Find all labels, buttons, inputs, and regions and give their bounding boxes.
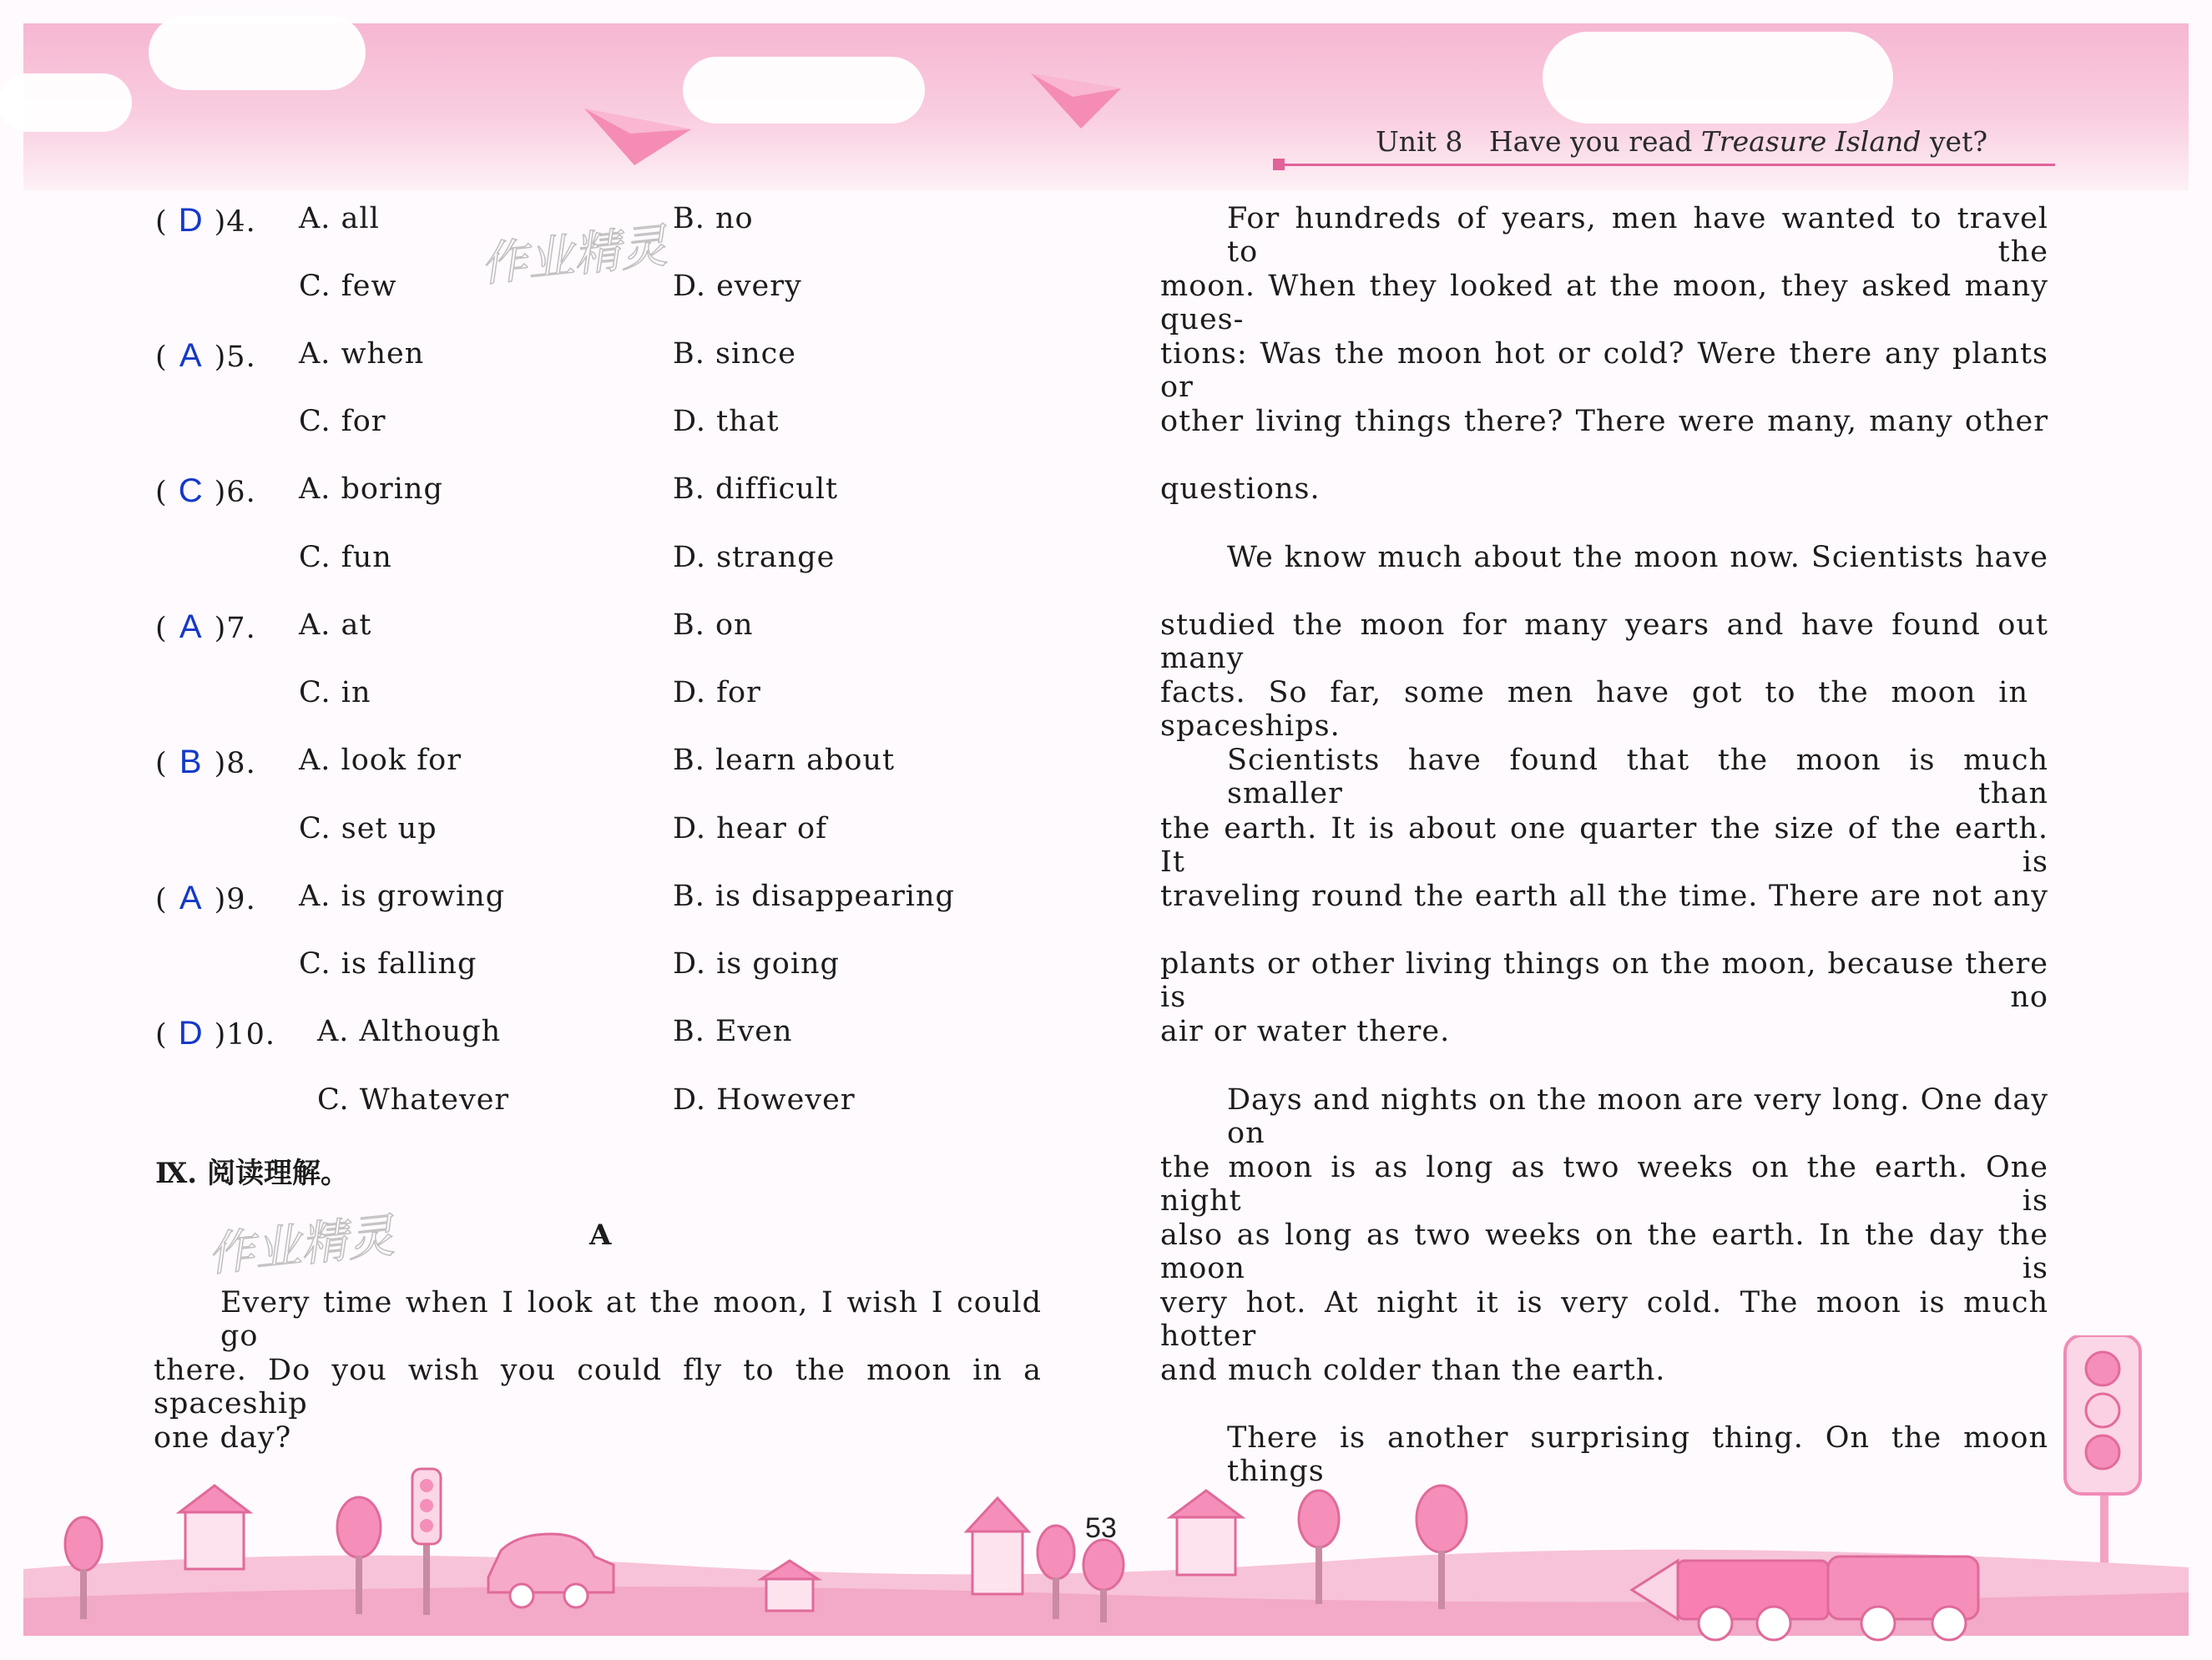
passage-line: We know much about the moon now. Scientists have (1227, 541, 2048, 574)
question-number: )6. (214, 476, 256, 509)
option-b: B. learn about (673, 744, 896, 777)
question-10: ( D )10. (155, 1015, 275, 1052)
cloud-decoration (1543, 32, 1893, 124)
option-d: D. for (673, 676, 761, 709)
option-b: B. difficult (673, 472, 839, 506)
option-c: C. is falling (299, 947, 477, 981)
passage-line: studied the moon for many years and have found out many (1160, 608, 2048, 675)
answer-mark: D (178, 202, 204, 239)
question-4: ( D )4. (155, 202, 256, 239)
option-a: A. all (299, 202, 380, 235)
passage-line: air or water there. (1160, 1015, 1451, 1048)
question-6: ( C )6. (155, 472, 256, 509)
passage-letter: A (589, 1219, 612, 1252)
passage-line: the earth. It is about one quarter the size of the earth. It is (1160, 812, 2048, 879)
option-d: D. hear of (673, 812, 828, 845)
section-heading: Ⅸ. 阅读理解。 (155, 1157, 349, 1190)
paper-plane-icon (1031, 72, 1123, 130)
option-b: B. Even (673, 1015, 793, 1048)
passage-line: the moon is as long as two weeks on the earth. One night is (1160, 1151, 2048, 1218)
question-8: ( B )8. (155, 744, 256, 780)
passage-line: and much colder than the earth. (1160, 1354, 1666, 1387)
question-number: )9. (214, 883, 256, 916)
paper-plane-icon (584, 100, 693, 167)
passage-line: moon. When they looked at the moon, they asked many ques- (1160, 270, 2048, 336)
question-number: )5. (214, 341, 256, 374)
passage-line: one day? (154, 1421, 292, 1455)
unit-title-suffix: yet? (1929, 125, 1988, 158)
question-7: ( A )7. (155, 608, 256, 645)
passage-line: There is another surprising thing. On the moon things (1227, 1421, 2048, 1488)
option-a: A. when (299, 337, 425, 371)
passage-line: there. Do you wish you could fly to the moon in a spaceship (154, 1354, 1042, 1420)
option-d: D. every (673, 270, 802, 303)
unit-title-italic: Treasure Island (1700, 125, 1922, 158)
answer-mark: A (179, 880, 203, 916)
passage-line: Days and nights on the moon are very long. One day on (1227, 1083, 2048, 1150)
cloud-decoration (0, 73, 132, 132)
answer-mark: A (179, 608, 203, 645)
option-c: C. Whatever (317, 1083, 510, 1117)
answer-mark: A (179, 337, 203, 374)
answer-mark: C (178, 472, 204, 509)
watermark: 作业精灵 (205, 1208, 397, 1283)
passage-line: other living things there? There were many, many other (1160, 405, 2048, 438)
cloud-decoration (683, 57, 925, 124)
running-header (1376, 125, 1987, 158)
option-b: B. no (673, 202, 754, 235)
question-number: )7. (214, 612, 256, 645)
option-d: D. However (673, 1083, 856, 1117)
question-9: ( A )9. (155, 880, 256, 916)
option-a: A. Although (317, 1015, 502, 1048)
question-number: )8. (214, 747, 256, 780)
option-d: D. that (673, 405, 780, 438)
passage-line: tions: Was the moon hot or cold? Were there any plants or (1160, 337, 2048, 404)
option-c: C. few (299, 270, 397, 303)
option-a: A. boring (299, 472, 443, 506)
watermark: 作业精灵 (477, 219, 670, 293)
passage-line: questions. (1160, 472, 1321, 506)
option-c: C. in (299, 676, 371, 709)
passage-line: traveling round the earth all the time. There are not any (1160, 880, 2048, 913)
page-number: 53 (1085, 1512, 1117, 1544)
option-c: C. set up (299, 812, 437, 845)
passage-line: Scientists have found that the moon is much smaller than (1227, 744, 2048, 810)
unit-title-prefix: Have you read (1488, 125, 1693, 158)
passage-line: Every time when I look at the moon, I wish I could go (220, 1286, 1042, 1353)
bottom-scene-illustration (0, 1452, 2212, 1660)
passage-line: also as long as two weeks on the earth. In the day the moon is (1160, 1219, 2048, 1285)
header-rule (1277, 164, 2055, 166)
question-number: )4. (214, 205, 256, 239)
option-b: B. since (673, 337, 796, 371)
passage-line: For hundreds of years, men have wanted to travel to the (1227, 202, 2048, 269)
option-a: A. at (299, 608, 372, 642)
passage-line: plants or other living things on the moon, because there is no (1160, 947, 2048, 1014)
option-d: D. strange (673, 541, 836, 574)
option-c: C. for (299, 405, 386, 438)
option-c: C. fun (299, 541, 392, 574)
unit-label: Unit 8 (1376, 125, 1463, 158)
cloud-decoration (149, 15, 366, 90)
passage-line: facts. So far, some men have got to the moon in spaceships. (1160, 676, 2028, 743)
answer-mark: D (178, 1015, 204, 1052)
option-a: A. look for (299, 744, 462, 777)
passage-line: very hot. At night it is very cold. The moon is much hotter (1160, 1286, 2048, 1353)
question-5: ( A )5. (155, 337, 256, 374)
option-d: D. is going (673, 947, 840, 981)
option-a: A. is growing (299, 880, 506, 913)
option-b: B. on (673, 608, 754, 642)
answer-mark: B (179, 744, 203, 780)
question-number: )10. (214, 1018, 275, 1052)
option-b: B. is disappearing (673, 880, 955, 913)
